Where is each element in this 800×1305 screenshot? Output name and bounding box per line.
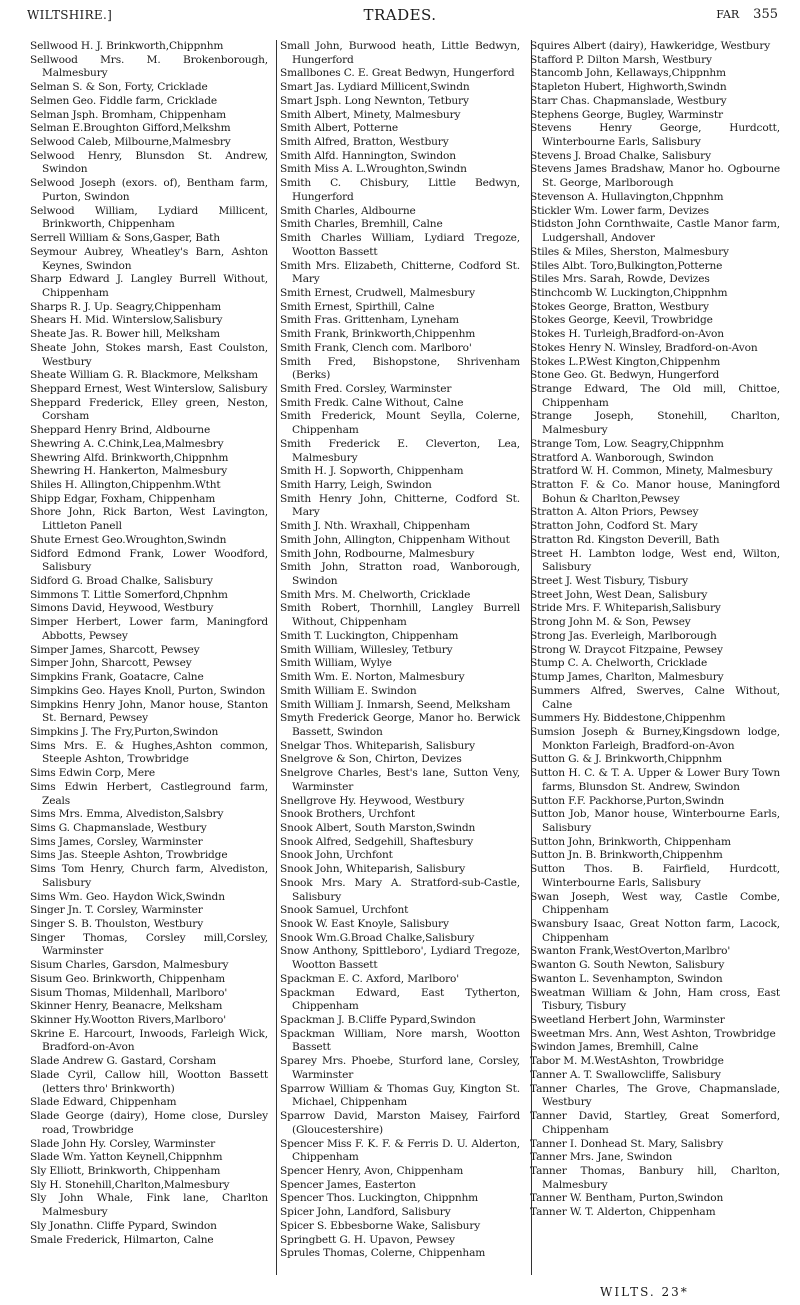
directory-entry: Snelgar Thos. Whiteparish, Salisbury	[280, 739, 475, 752]
directory-entry: Sheate John, Stokes marsh, East Coulston, Westbury	[30, 341, 268, 368]
directory-entry: Smith Albert, Potterne	[280, 122, 399, 135]
directory-entry: Tanner David, Startley, Great Somerford, Chippenham	[530, 1110, 780, 1136]
directory-entry: Sweetland Herbert John, Warminster	[530, 1014, 725, 1027]
directory-entry: Sims Wm. Geo. Haydon Wick,Swindn	[30, 890, 225, 903]
directory-entry: Summers Hy. Biddestone,Chippenhm	[530, 712, 726, 725]
directory-entry: Swanton Frank,WestOverton,Marlbro'	[530, 945, 731, 958]
directory-entry: Stratton John, Codford St. Mary	[530, 520, 698, 533]
page-header	[0, 0, 800, 28]
directory-entry: Sparrow David, Marston Maisey, Fairford (Gloucestershire)	[280, 1110, 520, 1136]
directory-entry: Serrell William & Sons,Gasper, Bath	[30, 232, 220, 245]
directory-entry: Snow Anthony, Spittleboro', Lydiard Tregoze, Wootton Bassett	[280, 945, 520, 972]
directory-entry: Springbett G. H. Upavon, Pewsey	[280, 1233, 455, 1246]
directory-entry: Swindon James, Bremhill, Calne	[530, 1041, 699, 1054]
directory-entry: Summers Alfred, Swerves, Calne Without, Calne	[530, 684, 780, 711]
directory-entry: Smith William J. Inmarsh, Seend, Melksham	[280, 698, 511, 711]
directory-entry: Stokes George, Keevil, Trowbridge	[530, 314, 713, 327]
directory-entry: Tanner Mrs. Jane, Swindon	[530, 1151, 673, 1164]
directory-entry: Stiles Mrs. Sarah, Rowde, Devizes	[530, 273, 710, 286]
directory-entry: Snook Mrs. Mary A. Stratford-sub-Castle, Salisbury	[280, 876, 520, 903]
directory-entry: Smith Charles, Aldbourne	[280, 204, 416, 217]
directory-entry: Sims Jas. Steeple Ashton, Trowbridge	[30, 849, 228, 862]
directory-entry: Sutton F.F. Packhorse,Purton,Swindn	[530, 794, 725, 807]
directory-entry: Slade Edward, Chippenham	[30, 1096, 177, 1109]
directory-entry: Stinchcomb W. Luckington,Chippnhm	[530, 286, 728, 299]
section-label: FAR	[716, 8, 740, 21]
directory-entry: Sims James, Corsley, Warminster	[30, 835, 203, 848]
directory-entry: Sellwood Mrs. M. Brokenborough, Malmesbury	[30, 53, 268, 80]
directory-entry: Singer S. B. Thoulston, Westbury	[30, 918, 204, 930]
directory-entry: Snook Brothers, Urchfont	[280, 808, 415, 821]
directory-entry: Sheate William G. R. Blackmore, Melksham	[30, 369, 258, 382]
directory-columns	[30, 40, 778, 1285]
directory-entry: Strong John M. & Son, Pewsey	[530, 616, 691, 629]
directory-entry: Selwood Caleb, Milbourne,Malmesbry	[30, 136, 231, 149]
directory-entry: Sly Jonathn. Cliffe Pypard, Swindon	[30, 1219, 217, 1232]
directory-entry: Sly H. Stonehill,Charlton,Malmesbury	[30, 1178, 230, 1191]
directory-entry: Simmons T. Little Somerford,Chpnhm	[30, 588, 228, 601]
directory-entry: Swanton L. Sevenhampton, Swindon	[530, 972, 723, 985]
directory-entry: Selwood Henry, Blunsdon St. Andrew, Swindon	[30, 149, 268, 176]
directory-entry: Stevens J. Broad Chalke, Salisbury	[530, 149, 711, 162]
directory-entry: Stickler Wm. Lower farm, Devizes	[530, 204, 709, 217]
directory-entry: Seymour Aubrey, Wheatley's Barn, Ashton Keynes, Swindon	[30, 245, 268, 272]
directory-entry: Strong Jas. Everleigh, Marlborough	[530, 629, 717, 642]
directory-entry: Strange Edward, The Old mill, Chittoe, Chippenham	[530, 382, 780, 409]
directory-entry: Swanton G. South Newton, Salisbury	[530, 959, 725, 972]
directory-entry: Selwood Joseph (exors. of), Bentham farm, Purton, Swindon	[30, 177, 268, 203]
directory-entry: Sisum Charles, Garsdon, Malmesbury	[30, 959, 229, 972]
directory-entry: Selwood William, Lydiard Millicent, Brinkworth, Chippenham	[30, 204, 268, 231]
directory-entry: Sharps R. J. Up. Seagry,Chippenham	[30, 300, 222, 313]
directory-entry: Sly John Whale, Fink lane, Charlton Malmesbury	[30, 1192, 268, 1219]
directory-entry: Spackman Edward, East Tytherton, Chippenham	[280, 986, 520, 1013]
directory-entry: Singer Jn. T. Corsley, Warminster	[30, 904, 203, 917]
directory-entry: Street John, West Dean, Salisbury	[530, 588, 708, 601]
directory-entry: Snook Albert, South Marston,Swindn	[280, 821, 476, 834]
directory-entry: Tanner W. Bentham, Purton,Swindon	[530, 1192, 724, 1205]
directory-entry: Shore John, Rick Barton, West Lavington, Littleton Panell	[30, 506, 268, 533]
directory-entry: Smith John, Stratton road, Wanborough, Swindon	[280, 561, 520, 588]
directory-entry: Singer Thomas, Corsley mill,Corsley, Warminster	[30, 931, 268, 958]
directory-entry: Selman Jsph. Bromham, Chippenham	[30, 108, 227, 121]
directory-entry: Sutton G. & J. Brinkworth,Chippnhm	[530, 753, 722, 766]
directory-entry: Sidford Edmond Frank, Lower Woodford, Salisbury	[30, 547, 268, 574]
directory-entry: Skrine E. Harcourt, Inwoods, Farleigh Wick, Bradford-on-Avon	[30, 1027, 268, 1054]
directory-entry: Sims Edwin Corp, Mere	[30, 767, 156, 780]
directory-entry: Smith Frank, Brinkworth,Chippenhm	[280, 328, 476, 341]
directory-entry: Shute Ernest Geo.Wroughton,Swindn	[30, 533, 227, 546]
directory-entry: Squires Albert (dairy), Hawkeridge, Westbury	[530, 40, 771, 52]
directory-entry: Selmen Geo. Fiddle farm, Cricklade	[30, 94, 218, 107]
directory-entry: Stone Geo. Gt. Bedwyn, Hungerford	[530, 369, 720, 382]
directory-entry: Sutton Jn. B. Brinkworth,Chippenhm	[530, 849, 723, 862]
directory-entry: Stride Mrs. F. Whiteparish,Salisbury	[530, 602, 721, 615]
directory-entry: Slade Cyril, Callow hill, Wootton Bassett (letters thro' Brinkworth)	[30, 1068, 268, 1095]
directory-entry: Smith J. Nth. Wraxhall, Chippenham	[280, 520, 470, 533]
directory-entry: Smith Alfred, Bratton, Westbury	[280, 136, 449, 149]
directory-entry: Smith Robert, Thornhill, Langley Burrell Without, Chippenham	[280, 602, 520, 629]
directory-entry: Stratton Rd. Kingston Deverill, Bath	[530, 533, 720, 546]
directory-entry: Stiles & Miles, Sherston, Malmesbury	[530, 245, 729, 258]
directory-entry: Sparrow William & Thomas Guy, Kington St. Michael, Chippenham	[280, 1082, 520, 1109]
directory-entry: Strong W. Draycot Fitzpaine, Pewsey	[530, 643, 723, 656]
directory-entry: Stiles Albt. Toro,Bulkington,Potterne	[530, 259, 723, 272]
directory-entry: Tanner A. T. Swallowcliffe, Salisbury	[530, 1068, 721, 1081]
directory-entry: Smith Fred, Bishopstone, Shrivenham (Berks)	[280, 355, 520, 382]
directory-entry: Sellwood H. J. Brinkworth,Chippnhm	[30, 40, 224, 52]
directory-entry: Shewring H. Hankerton, Malmesbury	[30, 465, 228, 478]
directory-entry: Stidston John Cornthwaite, Castle Manor farm, Ludgershall, Andover	[530, 218, 780, 245]
page-title: TRADES.	[363, 6, 437, 24]
directory-entry: Smith Fras. Grittenham, Lyneham	[280, 314, 459, 327]
directory-entry: Smith Albert, Minety, Malmesbury	[280, 108, 461, 121]
directory-entry: Swansbury Isaac, Great Notton farm, Lacock, Chippenham	[530, 918, 780, 944]
directory-entry: Spencer Miss F. K. F. & Ferris D. U. Alderton, Chippenham	[280, 1137, 520, 1164]
directory-entry: Spackman J. B.Cliffe Pypard,Swindon	[280, 1014, 476, 1027]
column-middle	[280, 40, 520, 1285]
directory-entry: Smith Miss A. L.Wroughton,Swindn	[280, 163, 467, 176]
directory-entry: Stratton F. & Co. Manor house, Maningford Bohun & Charlton,Pewsey	[530, 479, 780, 505]
directory-entry: Smith Henry John, Chitterne, Codford St. Mary	[280, 492, 520, 519]
directory-entry: Selman S. & Son, Forty, Cricklade	[30, 81, 208, 94]
directory-entry: Sheppard Henry Brind, Aldbourne	[30, 424, 211, 437]
directory-entry: Stokes L.P.West Kington,Chippenhm	[530, 355, 721, 368]
directory-entry: Simpkins Henry John, Manor house, Stanton St. Bernard, Pewsey	[30, 698, 268, 725]
directory-entry: Shewring A. C.Chink,Lea,Malmesbry	[30, 437, 224, 450]
directory-entry: Shipp Edgar, Foxham, Chippenham	[30, 492, 216, 505]
directory-entry: Shiles H. Allington,Chippenhm.Wtht	[30, 479, 221, 491]
directory-entry: Smith T. Luckington, Chippenham	[280, 629, 459, 642]
directory-entry: Spencer Thos. Luckington, Chippnhm	[280, 1192, 479, 1205]
directory-entry: Smallbones C. E. Great Bedwyn, Hungerford	[280, 67, 515, 80]
directory-entry: Stratford W. H. Common, Minety, Malmesbury	[530, 465, 773, 478]
directory-entry: Smyth Frederick George, Manor ho. Berwick Bassett, Swindon	[280, 712, 520, 738]
directory-entry: Smart Jsph. Long Newnton, Tetbury	[280, 94, 469, 107]
directory-entry: Stokes George, Bratton, Westbury	[530, 300, 709, 313]
signature-mark: WILTS. 23*	[600, 1285, 689, 1299]
directory-entry: Slade Andrew G. Gastard, Corsham	[30, 1055, 216, 1068]
directory-entry: Smith Harry, Leigh, Swindon	[280, 479, 432, 491]
directory-entry: Simpkins Geo. Hayes Knoll, Purton, Swindon	[30, 684, 266, 697]
directory-entry: Sweetman Mrs. Ann, West Ashton, Trowbridge	[530, 1027, 776, 1040]
directory-entry: Smith Frederick, Mount Seylla, Colerne, Chippenham	[280, 410, 520, 437]
directory-entry: Sims Tom Henry, Church farm, Alvediston, Salisbury	[30, 863, 268, 889]
directory-entry: Sweatman William & John, Ham cross, East Tisbury, Tisbury	[530, 986, 780, 1013]
directory-entry: Sisum Thomas, Mildenhall, Marlboro'	[30, 986, 228, 999]
directory-entry: Stapleton Hubert, Highworth,Swindn	[530, 81, 727, 94]
directory-entry: Skinner Hy.Wootton Rivers,Marlboro'	[30, 1014, 226, 1027]
directory-entry: Stevens Henry George, Hurdcott, Winterbourne Earls, Salisbury	[530, 122, 780, 149]
directory-entry: Stevens James Bradshaw, Manor ho. Ogbourne St. George, Marlborough	[530, 163, 780, 190]
directory-entry: Sidford G. Broad Chalke, Salisbury	[30, 575, 213, 588]
directory-entry: Tanner Thomas, Banbury hill, Charlton, Malmesbury	[530, 1164, 780, 1191]
directory-entry: Smith Wm. E. Norton, Malmesbury	[280, 671, 465, 684]
county-heading: WILTSHIRE.]	[27, 8, 113, 22]
directory-entry: Snook Samuel, Urchfont	[280, 904, 409, 917]
directory-entry: Snelgrove Charles, Best's lane, Sutton Veny, Warminster	[280, 767, 520, 793]
directory-entry: Snellgrove Hy. Heywood, Westbury	[280, 794, 465, 807]
directory-entry: Strange Tom, Low. Seagry,Chippnhm	[530, 437, 724, 450]
page-number: 355	[753, 7, 778, 22]
directory-entry: Small John, Burwood heath, Little Bedwyn, Hungerford	[280, 40, 520, 66]
directory-entry: Smith John, Allington, Chippenham Without	[280, 533, 510, 546]
directory-entry: Smith Frederick E. Cleverton, Lea, Malmesbury	[280, 437, 520, 464]
directory-entry: Slade George (dairy), Home close, Dursley road, Trowbridge	[30, 1110, 268, 1136]
directory-entry: Swan Joseph, West way, Castle Combe, Chippenham	[530, 890, 780, 917]
directory-entry: Skinner Henry, Beanacre, Melksham	[30, 1000, 223, 1013]
directory-entry: Stafford P. Dilton Marsh, Westbury	[530, 53, 712, 66]
directory-entry: Selman E.Broughton Gifford,Melkshm	[30, 122, 231, 135]
page-reference	[716, 7, 778, 22]
directory-entry: Stump James, Charlton, Malmesbury	[530, 671, 724, 684]
directory-entry: Smith Charles, Bremhill, Calne	[280, 218, 443, 231]
directory-entry: Snook Alfred, Sedgehill, Shaftesbury	[280, 835, 474, 848]
directory-entry: Starr Chas. Chapmanslade, Westbury	[530, 94, 727, 107]
directory-entry: Sims Mrs. E. & Hughes,Ashton common, Steeple Ashton, Trowbridge	[30, 739, 268, 766]
directory-entry: Smith William, Wylye	[280, 657, 392, 670]
directory-entry: Stratford A. Wanborough, Swindon	[530, 451, 714, 464]
directory-entry: Simper Herbert, Lower farm, Maningford Abbotts, Pewsey	[30, 616, 268, 642]
directory-entry: Smith Mrs. M. Chelworth, Cricklade	[280, 588, 471, 601]
directory-entry: Sims Mrs. Emma, Alvediston,Salsbry	[30, 808, 224, 821]
directory-entry: Smith Ernest, Spirthill, Calne	[280, 300, 435, 313]
directory-entry: Smith Fredk. Calne Without, Calne	[280, 396, 464, 409]
directory-entry: Spencer Henry, Avon, Chippenham	[280, 1164, 464, 1177]
directory-entry: Tanner Charles, The Grove, Chapmanslade, Westbury	[530, 1082, 780, 1109]
directory-entry: Sutton John, Brinkworth, Chippenham	[530, 835, 731, 848]
directory-entry: Tanner I. Donhead St. Mary, Salisbry	[530, 1137, 724, 1150]
directory-entry: Smith Mrs. Elizabeth, Chitterne, Codford St. Mary	[280, 259, 520, 286]
directory-entry: Spackman William, Nore marsh, Wootton Bassett	[280, 1027, 520, 1054]
directory-entry: Sutton Job, Manor house, Winterbourne Earls, Salisbury	[530, 808, 780, 834]
directory-entry: Stokes Henry N. Winsley, Bradford-on-Avon	[530, 341, 758, 354]
directory-entry: Stratton A. Alton Priors, Pewsey	[530, 506, 699, 519]
directory-entry: Sims Edwin Herbert, Castleground farm, Zeals	[30, 780, 268, 807]
directory-entry: Sprules Thomas, Colerne, Chippenham	[280, 1247, 486, 1260]
directory-entry: Sutton H. C. & T. A. Upper & Lower Bury Town farms, Blunsdon St. Andrew, Swindon	[530, 767, 780, 793]
directory-entry: Sumsion Joseph & Burney,Kingsdown lodge, Monkton Farleigh, Bradford-on-Avon	[530, 725, 780, 752]
directory-entry: Smith Fred. Corsley, Warminster	[280, 382, 452, 395]
directory-entry: Simpkins Frank, Goatacre, Calne	[30, 671, 204, 684]
directory-entry: Smith Ernest, Crudwell, Malmesbury	[280, 286, 475, 299]
directory-entry: Sisum Geo. Brinkworth, Chippenham	[30, 972, 225, 985]
directory-entry: Stevenson A. Hullavington,Chppnhm	[530, 190, 724, 203]
directory-entry: Sheppard Frederick, Elley green, Neston, Corsham	[30, 396, 268, 423]
directory-entry: Sheppard Ernest, West Winterslow, Salisbury	[30, 382, 268, 395]
directory-entry: Street J. West Tisbury, Tisbury	[530, 575, 689, 588]
directory-entry: Simpkins J. The Fry,Purton,Swindon	[30, 725, 219, 738]
directory-entry: Sutton Thos. B. Fairfield, Hurdcott, Winterbourne Earls, Salisbury	[530, 863, 780, 889]
directory-entry: Smart Jas. Lydiard Millicent,Swindn	[280, 81, 470, 94]
directory-entry: Simons David, Heywood, Westbury	[30, 602, 214, 615]
directory-entry: Stancomb John, Kellaways,Chippnhm	[530, 67, 726, 80]
directory-entry: Snook John, Whiteparish, Salisbury	[280, 863, 466, 876]
column-left	[30, 40, 268, 1285]
directory-entry: Smith John, Rodbourne, Malmesbury	[280, 547, 475, 560]
directory-entry: Sly Elliott, Brinkworth, Chippenham	[30, 1164, 221, 1177]
directory-entry: Sims G. Chapmanslade, Westbury	[30, 821, 207, 834]
directory-entry: Stephens George, Bugley, Warminstr	[530, 108, 723, 121]
directory-entry: Street H. Lambton lodge, West end, Wilton, Salisbury	[530, 547, 780, 574]
directory-entry: Shears H. Mid. Winterslow,Salisbury	[30, 314, 223, 327]
directory-entry: Tabor M. M.WestAshton, Trowbridge	[530, 1055, 724, 1068]
directory-entry: Strange Joseph, Stonehill, Charlton, Malmesbury	[530, 410, 780, 437]
directory-entry: Smith Alfd. Hannington, Swindon	[280, 149, 456, 162]
directory-entry: Smith H. J. Sopworth, Chippenham	[280, 465, 464, 478]
directory-entry: Smith Frank, Clench com. Marlboro'	[280, 341, 472, 354]
directory-entry: Smith William, Willesley, Tetbury	[280, 643, 453, 656]
directory-entry: Sheate Jas. R. Bower hill, Melksham	[30, 328, 220, 341]
directory-entry: Snook Wm.G.Broad Chalke,Salisbury	[280, 931, 475, 944]
directory-entry: Spicer S. Ebbesborne Wake, Salisbury	[280, 1219, 481, 1232]
directory-entry: Spicer John, Landford, Salisbury	[280, 1206, 451, 1219]
column-right	[530, 40, 780, 1285]
directory-entry: Shewring Alfd. Brinkworth,Chippnhm	[30, 451, 229, 464]
directory-entry: Simper James, Sharcott, Pewsey	[30, 643, 200, 656]
directory-entry: Smith Charles William, Lydiard Tregoze, Wootton Bassett	[280, 232, 520, 258]
directory-entry: Stokes H. Turleigh,Bradford-on-Avon	[530, 328, 724, 341]
directory-entry: Stump C. A. Chelworth, Cricklade	[530, 657, 708, 670]
directory-entry: Snelgrove & Son, Chirton, Devizes	[280, 753, 462, 766]
directory-entry: Sparey Mrs. Phoebe, Sturford lane, Corsley, Warminster	[280, 1055, 520, 1081]
directory-entry: Spackman E. C. Axford, Marlboro'	[280, 972, 460, 985]
directory-entry: Simper John, Sharcott, Pewsey	[30, 657, 192, 670]
directory-entry: Spencer James, Easterton	[280, 1178, 416, 1191]
directory-entry: Smith C. Chisbury, Little Bedwyn, Hungerford	[280, 177, 520, 203]
directory-entry: Sharp Edward J. Langley Burrell Without, Chippenham	[30, 273, 268, 299]
directory-entry: Smale Frederick, Hilmarton, Calne	[30, 1233, 214, 1246]
directory-entry: Snook W. East Knoyle, Salisbury	[280, 918, 449, 930]
directory-entry: Slade John Hy. Corsley, Warminster	[30, 1137, 216, 1150]
directory-entry: Slade Wm. Yatton Keynell,Chippnhm	[30, 1151, 223, 1164]
directory-entry: Snook John, Urchfont	[280, 849, 393, 862]
directory-entry: Smith William E. Swindon	[280, 684, 417, 697]
directory-entry: Tanner W. T. Alderton, Chippenham	[530, 1206, 716, 1219]
